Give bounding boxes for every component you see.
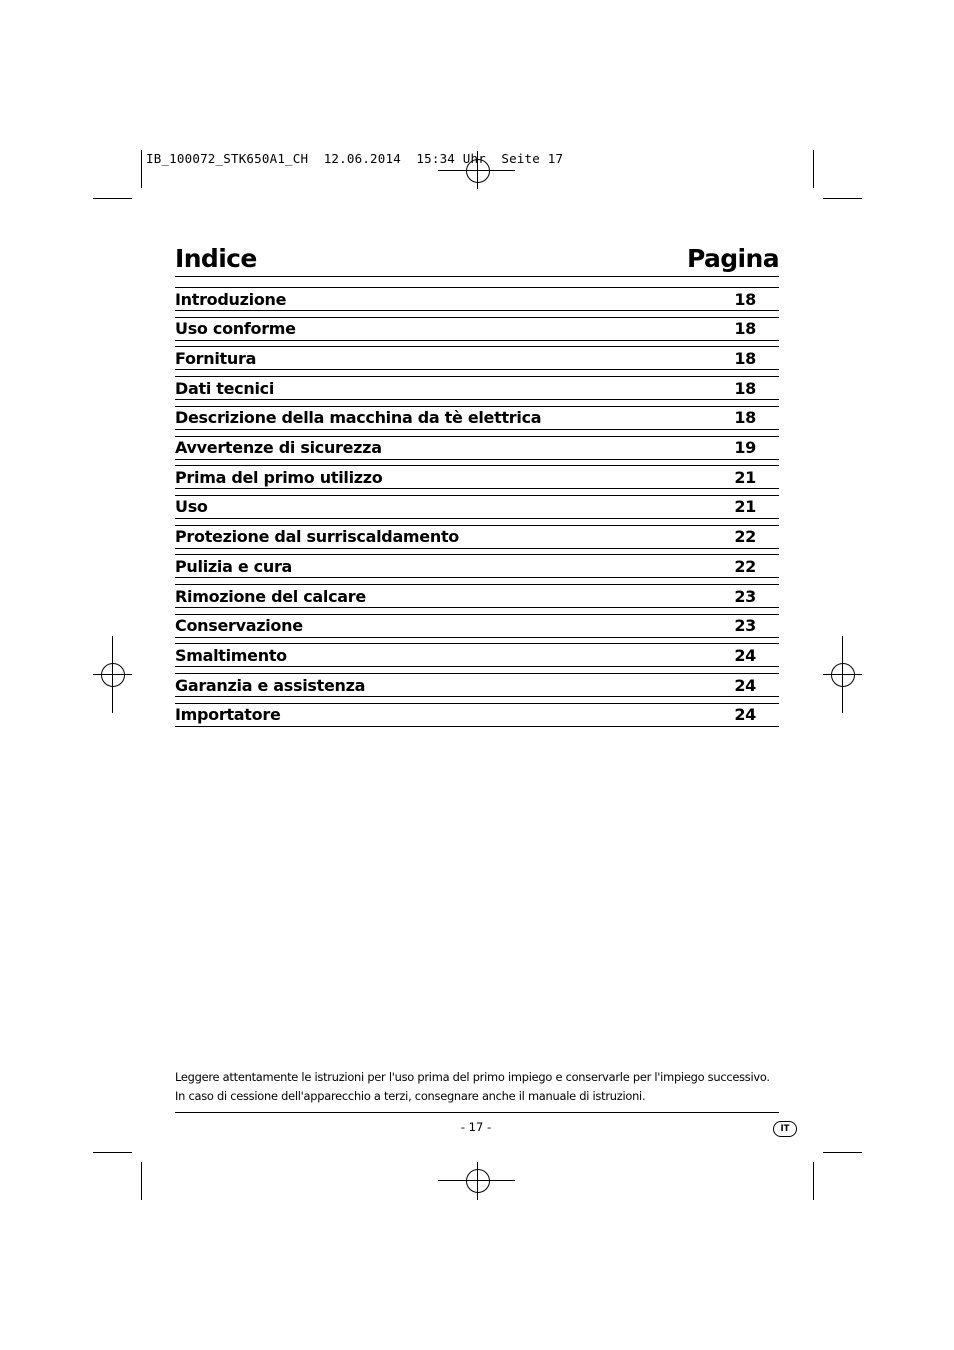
toc-entry-title: Prima del primo utilizzo (175, 467, 383, 487)
crop-mark (141, 150, 142, 188)
footer-divider (175, 1112, 779, 1113)
toc-entry-title: Smaltimento (175, 645, 287, 665)
toc-entry (175, 643, 779, 667)
toc-entry-title: Fornitura (175, 348, 257, 368)
footnote (175, 1068, 795, 1106)
toc-entry-page: 22 (734, 556, 756, 576)
toc-entry-page: 18 (734, 378, 756, 398)
toc-entry-page: 24 (734, 645, 756, 665)
toc-entry-title: Dati tecnici (175, 378, 275, 398)
toc-entry (175, 703, 779, 727)
crop-mark (93, 198, 132, 199)
toc-entry (175, 376, 779, 400)
toc-entry (175, 673, 779, 697)
toc-entry-page: 21 (734, 497, 756, 517)
crop-mark (813, 1162, 814, 1200)
toc-title: Indice (175, 244, 257, 273)
language-badge: IT (773, 1121, 797, 1137)
toc-entry (175, 614, 779, 638)
footnote-line: In caso di cessione dell'apparecchio a terzi, consegnare anche il manuale di istruzioni. (175, 1089, 646, 1103)
toc-entry-title: Descrizione della macchina da tè elettrica (175, 408, 542, 428)
toc-entry-title: Uso (175, 497, 208, 517)
toc-entry-title: Avvertenze di sicurezza (175, 438, 382, 457)
toc-entry (175, 554, 779, 578)
footnote-line: Leggere attentamente le istruzioni per l'uso prima del primo impiego e conservarle per l'impiego successivo. (175, 1070, 770, 1084)
toc-entry (175, 495, 779, 519)
crop-mark (93, 1152, 132, 1153)
toc-entry-page: 18 (734, 289, 756, 309)
toc-entry-page: 18 (734, 348, 756, 368)
toc-page-label: Pagina (686, 244, 779, 273)
toc-entry-page: 24 (734, 675, 756, 695)
toc-entry (175, 406, 779, 430)
toc-entry (175, 287, 779, 311)
registration-circle (466, 1169, 490, 1193)
toc-entry-page: 23 (734, 586, 756, 606)
toc-entry-page: 23 (734, 616, 756, 636)
toc-heading (175, 240, 779, 277)
print-slug: IB_100072_STK650A1_CH 12.06.2014 15:34 Uhr Seite 17 (146, 151, 564, 166)
toc-entry-title: Rimozione del calcare (175, 586, 366, 606)
crop-mark (141, 1162, 142, 1200)
toc-entry (175, 525, 779, 549)
registration-circle (831, 663, 855, 687)
toc-entry (175, 346, 779, 370)
toc-entry-title: Pulizia e cura (175, 556, 293, 576)
toc-entry (175, 436, 779, 460)
toc-entry-title: Conservazione (175, 616, 303, 636)
crop-mark (813, 150, 814, 188)
toc-entry (175, 584, 779, 608)
toc-entry-page: 24 (734, 705, 756, 725)
registration-circle (101, 663, 125, 687)
toc-entry-title: Uso conforme (175, 319, 296, 339)
toc-entry-page: 18 (734, 319, 756, 339)
crop-mark (823, 198, 862, 199)
toc-entry (175, 465, 779, 489)
crop-mark (823, 1152, 862, 1153)
toc-entry-title: Protezione dal surriscaldamento (175, 527, 459, 547)
toc-entry-page: 18 (734, 408, 756, 428)
page-number: - 17 - (460, 1120, 492, 1134)
toc-entry (175, 317, 779, 341)
toc-entry-title: Introduzione (175, 289, 287, 309)
toc-entry-title: Importatore (175, 705, 281, 725)
toc-entry-page: 19 (734, 438, 756, 457)
toc-entry-page: 21 (734, 467, 756, 487)
toc-entry-page: 22 (734, 527, 756, 547)
toc-entry-title: Garanzia e assistenza (175, 675, 366, 695)
